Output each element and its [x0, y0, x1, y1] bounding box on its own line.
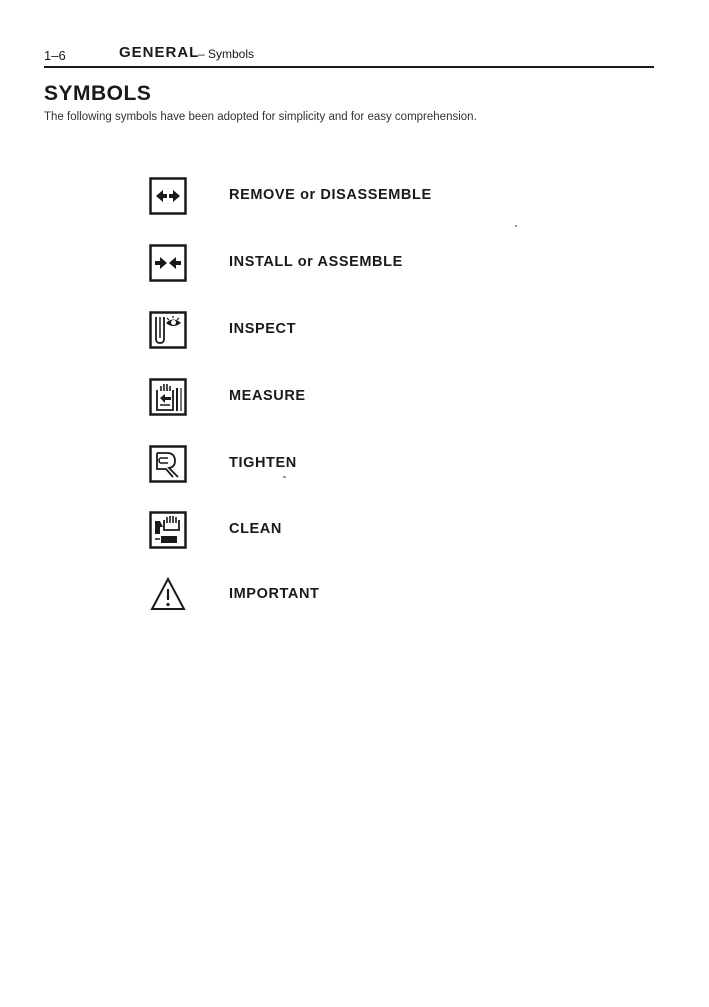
symbol-label: MEASURE	[229, 388, 306, 404]
warning-icon	[149, 576, 187, 614]
page-number: 1–6	[44, 48, 66, 63]
symbol-row-install	[149, 244, 549, 284]
symbol-row-tighten	[149, 445, 549, 485]
symbol-row-inspect	[149, 311, 549, 351]
symbol-label: IMPORTANT	[229, 586, 320, 602]
page-header	[44, 44, 654, 68]
section-name: GENERAL	[119, 44, 200, 61]
clean-icon	[149, 511, 187, 549]
symbol-row-remove	[149, 177, 549, 217]
symbol-row-important	[149, 576, 549, 616]
symbol-label: CLEAN	[229, 521, 282, 537]
symbol-label: INSPECT	[229, 321, 297, 337]
tighten-icon	[149, 445, 187, 483]
page-title: SYMBOLS	[44, 82, 152, 105]
inspect-icon	[149, 311, 187, 349]
subsection-name: – Symbols	[198, 47, 255, 61]
symbol-label: TIGHTEN	[229, 455, 297, 471]
symbol-row-clean	[149, 511, 549, 551]
symbol-row-measure	[149, 378, 549, 418]
scan-speck	[283, 476, 286, 478]
intro-text: The following symbols have been adopted for simplicity and for easy comprehension.	[44, 111, 477, 123]
symbol-label: INSTALL or ASSEMBLE	[229, 254, 403, 270]
remove-icon	[149, 177, 187, 215]
symbol-label: REMOVE or DISASSEMBLE	[229, 187, 432, 203]
scan-speck	[515, 225, 517, 227]
measure-icon	[149, 378, 187, 416]
install-icon	[149, 244, 187, 282]
